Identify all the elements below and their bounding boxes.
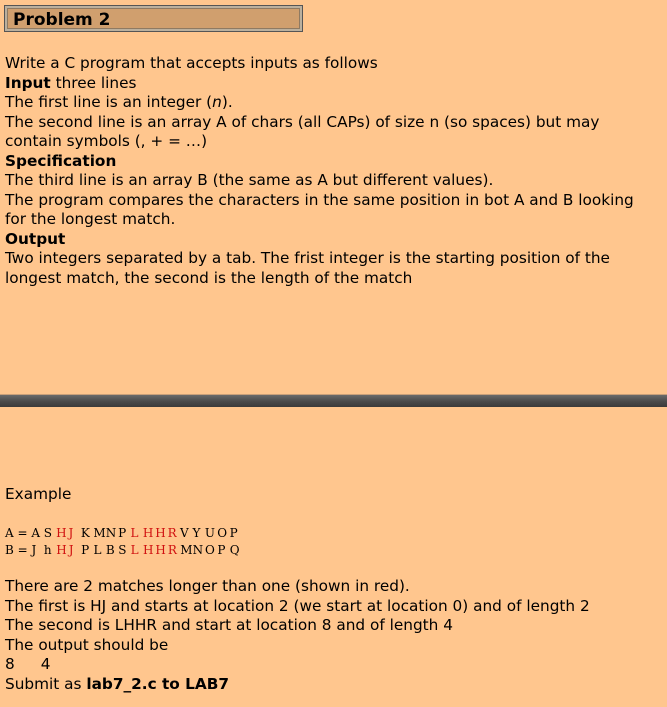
intro-line: Write a C program that accepts inputs as follows — [5, 54, 378, 72]
array-a-char: N — [105, 526, 117, 540]
explanation-line-1: There are 2 matches longer than one (shown in red). — [5, 577, 410, 595]
array-b-char: H — [143, 543, 154, 557]
input-heading: Input — [5, 73, 51, 92]
submit-file: lab7_2.c to LAB7 — [86, 674, 230, 693]
array-a-char: O — [217, 526, 228, 540]
third-line-desc: The third line is an array B (the same as A but different values). — [5, 171, 494, 189]
array-b-char: S — [118, 543, 127, 557]
array-b-char: N — [192, 543, 204, 557]
array-b-char: H — [155, 543, 166, 557]
array-a-char: R — [167, 526, 177, 540]
explanation-line-3: The second is LHHR and start at location 8 and of length 4 — [5, 616, 453, 634]
example-explanation — [5, 577, 590, 694]
array-b-char: M — [180, 543, 193, 557]
array-a-char: H — [56, 526, 67, 540]
input-line — [5, 74, 634, 94]
array-b-char: O — [204, 543, 215, 557]
second-line-desc-b: contain symbols (, + = …) — [5, 132, 208, 150]
array-a-char: J — [68, 526, 74, 540]
output-length: 4 — [40, 655, 51, 673]
output-desc-a: Two integers separated by a tab. The frist integer is the starting position of the — [5, 249, 610, 267]
submit-prefix: Submit as — [5, 674, 87, 693]
array-b-char: L — [93, 543, 102, 557]
compare-desc-b: for the longest match. — [5, 210, 176, 228]
array-a-char: H — [155, 526, 166, 540]
section-divider — [0, 395, 667, 407]
array-b-char: P — [217, 543, 226, 557]
example-panel — [0, 407, 667, 707]
array-a-char: S — [43, 526, 52, 540]
expected-output — [5, 655, 590, 675]
output-heading: Output — [5, 229, 66, 248]
array-a-char: P — [118, 526, 127, 540]
array-b-char: J — [68, 543, 74, 557]
explanation-line-2: The first is HJ and starts at location 2 (we start at location 0) and of length 2 — [5, 596, 590, 615]
array-a-char: P — [229, 526, 238, 540]
array-a-char: K — [80, 526, 90, 540]
array-a-char: M — [93, 526, 106, 540]
array-a-prefix: A = — [5, 526, 32, 540]
output-desc-b: longest match, the second is the length of the match — [5, 268, 413, 287]
page-title: Problem 2 — [13, 10, 111, 30]
array-a-chars — [31, 526, 242, 540]
line1-prefix: The first line is an integer ( — [5, 93, 213, 111]
array-a-char: H — [142, 526, 154, 540]
first-line-desc — [5, 93, 634, 113]
array-b-char: P — [81, 543, 90, 557]
array-a-char: A — [31, 526, 41, 540]
example-label: Example — [5, 485, 72, 503]
line1-suffix: ). — [221, 93, 233, 111]
array-a-char: V — [180, 526, 189, 540]
problem-description — [5, 54, 634, 288]
array-b-prefix: B = — [5, 543, 32, 557]
submit-line — [5, 675, 590, 695]
array-b-char: Q — [229, 543, 240, 557]
array-b-chars — [32, 543, 243, 557]
explanation-line-4: The output should be — [5, 635, 169, 654]
array-b-char: h — [43, 543, 52, 557]
array-b-row — [5, 542, 242, 558]
array-b-char: J — [31, 543, 37, 557]
problem-title-box — [4, 5, 303, 32]
array-b-char: L — [130, 543, 139, 557]
line1-var: n — [212, 93, 222, 111]
specification-heading: Specification — [5, 151, 117, 170]
array-b-char: B — [105, 543, 115, 557]
array-a-char: Y — [192, 526, 201, 540]
compare-desc-a: The program compares the characters in the same position in bot A and B looking — [5, 190, 634, 209]
array-a-char: L — [130, 526, 139, 540]
array-b-char: H — [56, 543, 67, 557]
array-a-row — [5, 525, 242, 541]
second-line-desc-a: The second line is an array A of chars (all CAPs) of size n (so spaces) but may — [5, 112, 600, 131]
output-start: 8 — [5, 655, 15, 673]
array-a-char: U — [204, 526, 215, 540]
array-b-char: R — [167, 543, 177, 557]
problem-title-inner — [7, 8, 300, 29]
input-heading-rest: three lines — [50, 73, 137, 92]
